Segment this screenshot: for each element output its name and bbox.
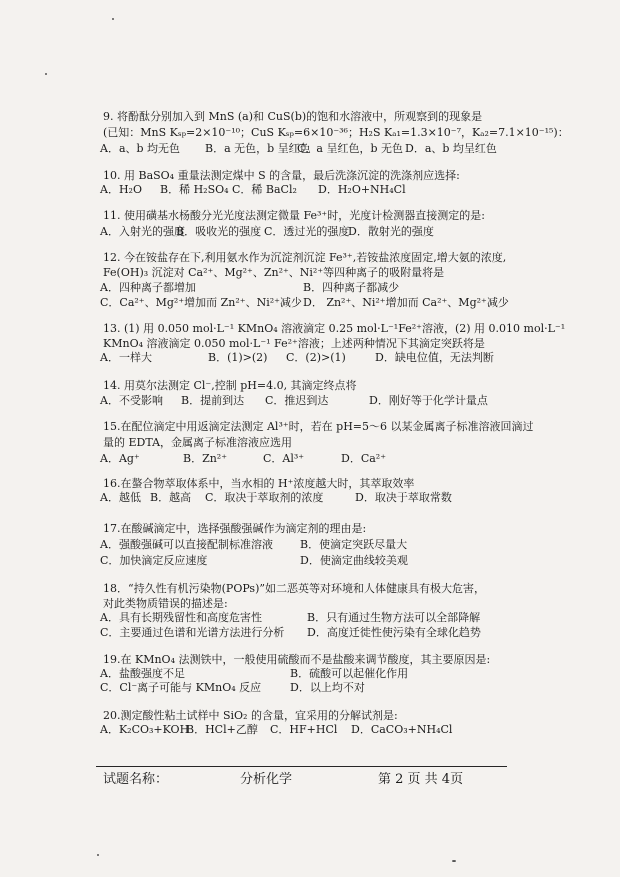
question-14 [100, 378, 520, 408]
scan-speck [45, 73, 47, 75]
question-17-options-row-2 [100, 553, 520, 569]
question-18-options-row-1 [100, 611, 520, 626]
question-20-option-c: C．HF+HCl [270, 723, 338, 736]
question-15-option-d: D．Ca²⁺ [341, 452, 387, 465]
question-19 [100, 653, 520, 695]
question-16-option-c: C．取决于萃取剂的浓度 [205, 490, 324, 504]
question-12 [100, 250, 520, 310]
question-9 [100, 109, 569, 157]
question-15 [100, 419, 534, 467]
question-16-options [100, 491, 520, 505]
question-15-stem-line-2: 量的 EDTA，金属离子标准溶液应选用 [103, 436, 293, 449]
question-10-option-c: C．稀 BaCl₂ [232, 183, 297, 196]
question-10 [100, 169, 520, 197]
question-20 [100, 709, 520, 737]
question-12-option-a: A．四种离子都增加 [100, 281, 196, 294]
question-17-options-row-1 [100, 537, 520, 553]
question-19-option-c: C．Cl⁻离子可能与 KMnO₄ 反应 [100, 681, 262, 694]
question-15-option-a: A．Ag⁺ [100, 452, 140, 465]
question-9-stem-line-2: (已知：MnS Kₛₚ=2×10⁻¹⁰；CuS Kₛₚ=6×10⁻³⁶；H₂S Kₐ₁=1.3×10⁻⁷，Kₐ₂=7.1×10⁻¹⁵)： [103, 126, 569, 139]
question-17 [100, 521, 520, 569]
question-14-option-b: B．提前到达 [181, 394, 245, 407]
question-11-stem-line-1: 11. 使用磺基水杨酸分光光度法测定微量 Fe³⁺时，光度计检测器直接测定的是: [103, 209, 485, 222]
question-16 [100, 477, 520, 504]
question-12-option-c: C．Ca²⁺、Mg²⁺增加而 Zn²⁺、Ni²⁺减少 [100, 296, 302, 309]
question-14-option-a: A．不受影响 [100, 394, 163, 407]
question-14-stem-line-1: 14. 用莫尔法测定 Cl⁻,控制 pH=4.0, 其滴定终点将 [103, 379, 357, 392]
question-9-option-b: B．a 无色，b 呈红色 [205, 142, 311, 155]
question-10-options [100, 183, 520, 197]
question-13-options [100, 351, 520, 366]
question-18-option-c: C．主要通过色谱和光谱方法进行分析 [100, 625, 285, 639]
question-18-option-a: A．具有长期残留性和高度危害性 [100, 611, 262, 624]
question-12-options-row-1 [100, 280, 520, 295]
question-14-option-c: C．推迟到达 [265, 394, 329, 407]
question-18 [100, 582, 520, 640]
question-10-stem-line-1: 10. 用 BaSO₄ 重量法测定煤中 S 的含量，最后洗涤沉淀的洗涤剂应选择: [103, 169, 460, 182]
question-11 [100, 208, 520, 240]
question-20-option-a: A．K₂CO₃+KOH [100, 723, 190, 736]
question-19-option-a: A．盐酸强度不足 [100, 667, 185, 680]
question-9-option-c: C．a 呈红色，b 无色 [297, 142, 404, 155]
question-19-option-d: D．以上均不对 [290, 681, 365, 694]
question-17-option-a: A．强酸强碱可以直接配制标准溶液 [100, 538, 273, 551]
footer-divider [96, 766, 507, 767]
footer-title-label: 试题名称： [103, 772, 169, 787]
question-16-option-d: D．取决于萃取常数 [355, 490, 452, 504]
question-16-stem-line-1: 16.在螯合物萃取体系中，当水相的 H⁺浓度越大时，其萃取效率 [103, 477, 415, 490]
scan-speck [97, 854, 99, 856]
question-11-option-d: D．散射光的强度 [348, 225, 434, 238]
question-18-option-d: D．高度迁徙性使污染有全球化趋势 [307, 625, 481, 639]
question-15-option-c: C．Al³⁺ [263, 452, 305, 465]
question-18-options-row-2 [100, 626, 520, 641]
question-20-stem-line-1: 20.测定酸性粘土试样中 SiO₂ 的含量，宜采用的分解试剂是: [103, 709, 398, 722]
question-12-stem-line-1: 12. 今在铵盐存在下,利用氨水作为沉淀剂沉淀 Fe³⁺,若铵盐浓度固定,增大氨的浓度, [103, 251, 507, 264]
question-15-options [100, 451, 520, 467]
question-17-option-b: B．使滴定突跃尽量大 [300, 538, 408, 551]
question-13-stem-line-2: KMnO₄ 溶液滴定 0.050 mol·L⁻¹ Fe²⁺溶液；上述两种情况下其滴定突跃将是 [103, 336, 485, 350]
question-18-stem-line-2: 对此类物质错误的描述是: [103, 596, 228, 610]
question-9-options [100, 141, 520, 157]
question-20-option-d: D．CaCO₃+NH₄Cl [351, 723, 453, 736]
question-11-option-c: C．透过光的强度 [264, 225, 350, 238]
question-20-option-b: B．HCl+乙醇 [186, 723, 258, 736]
footer-page-number: 第 2 页 共 4页 [378, 772, 464, 787]
question-9-option-d: D．a、b 均呈红色 [405, 142, 497, 155]
question-15-option-b: B．Zn²⁺ [183, 452, 228, 465]
question-11-option-b: B．吸收光的强度 [176, 225, 262, 238]
question-17-option-c: C．加快滴定反应速度 [100, 554, 208, 567]
question-18-option-b: B．只有通过生物方法可以全部降解 [307, 611, 481, 624]
footer-subject: 分析化学 [240, 772, 293, 787]
question-19-options-row-2 [100, 681, 520, 695]
question-17-stem-line-1: 17.在酸碱滴定中，选择强酸强碱作为滴定剂的理由是: [103, 522, 367, 535]
question-12-stem-line-2: Fe(OH)₃ 沉淀对 Ca²⁺、Mg²⁺、Zn²⁺、Ni²⁺等四种离子的吸附量将是 [103, 266, 445, 279]
question-17-option-d: D．使滴定曲线较美观 [300, 554, 408, 567]
question-9-option-a: A．a、b 均无色 [100, 142, 181, 155]
question-14-options [100, 393, 520, 408]
question-10-option-a: A．H₂O [100, 183, 142, 196]
scan-speck [452, 860, 456, 862]
question-18-stem-line-1: 18．“持久性有机污染物(POPs)”如二恶英等对环境和人体健康具有极大危害， [103, 582, 485, 595]
scan-speck [112, 18, 114, 20]
question-11-options [100, 224, 520, 240]
question-15-stem-line-1: 15.在配位滴定中用返滴定法测定 Al³⁺时，若在 pH=5～6 以某金属离子标准溶液回滴过 [103, 420, 534, 433]
question-13-stem-line-1: 13. (1) 用 0.050 mol·L⁻¹ KMnO₄ 溶液滴定 0.25 mol·L⁻¹Fe²⁺溶液，(2) 用 0.010 mol·L⁻¹ [103, 322, 566, 335]
question-14-option-d: D．刚好等于化学计量点 [369, 394, 488, 407]
question-16-option-b: B．越高 [150, 490, 192, 504]
question-20-options [100, 723, 520, 737]
question-13-option-a: A．一样大 [100, 351, 152, 364]
question-13-option-c: C．(2)>(1) [286, 351, 346, 364]
question-19-stem-line-1: 19.在 KMnO₄ 法测铁中，一般使用硫酸而不是盐酸来调节酸度，其主要原因是: [103, 653, 491, 666]
question-10-option-b: B．稀 H₂SO₄ [160, 183, 229, 196]
question-16-option-a: A．越低 [100, 490, 141, 504]
question-9-stem-line-1: 9. 将酚酞分别加入到 MnS (a)和 CuS(b)的饱和水溶液中，所观察到的现象是 [103, 110, 483, 123]
question-19-option-b: B．硫酸可以起催化作用 [290, 667, 409, 680]
question-10-option-d: D．H₂O+NH₄Cl [318, 183, 406, 196]
question-11-option-a: A．入射光的强度 [100, 225, 185, 238]
question-13 [100, 322, 566, 366]
question-13-option-d: D．缺电位值，无法判断 [375, 351, 494, 364]
question-12-option-d: D． Zn²⁺、Ni²⁺增加而 Ca²⁺、Mg²⁺减少 [303, 296, 509, 309]
question-19-options-row-1 [100, 667, 520, 681]
question-13-option-b: B．(1)>(2) [208, 351, 268, 364]
question-12-options-row-2 [100, 295, 520, 310]
question-12-option-b: B．四种离子都减少 [303, 281, 400, 294]
